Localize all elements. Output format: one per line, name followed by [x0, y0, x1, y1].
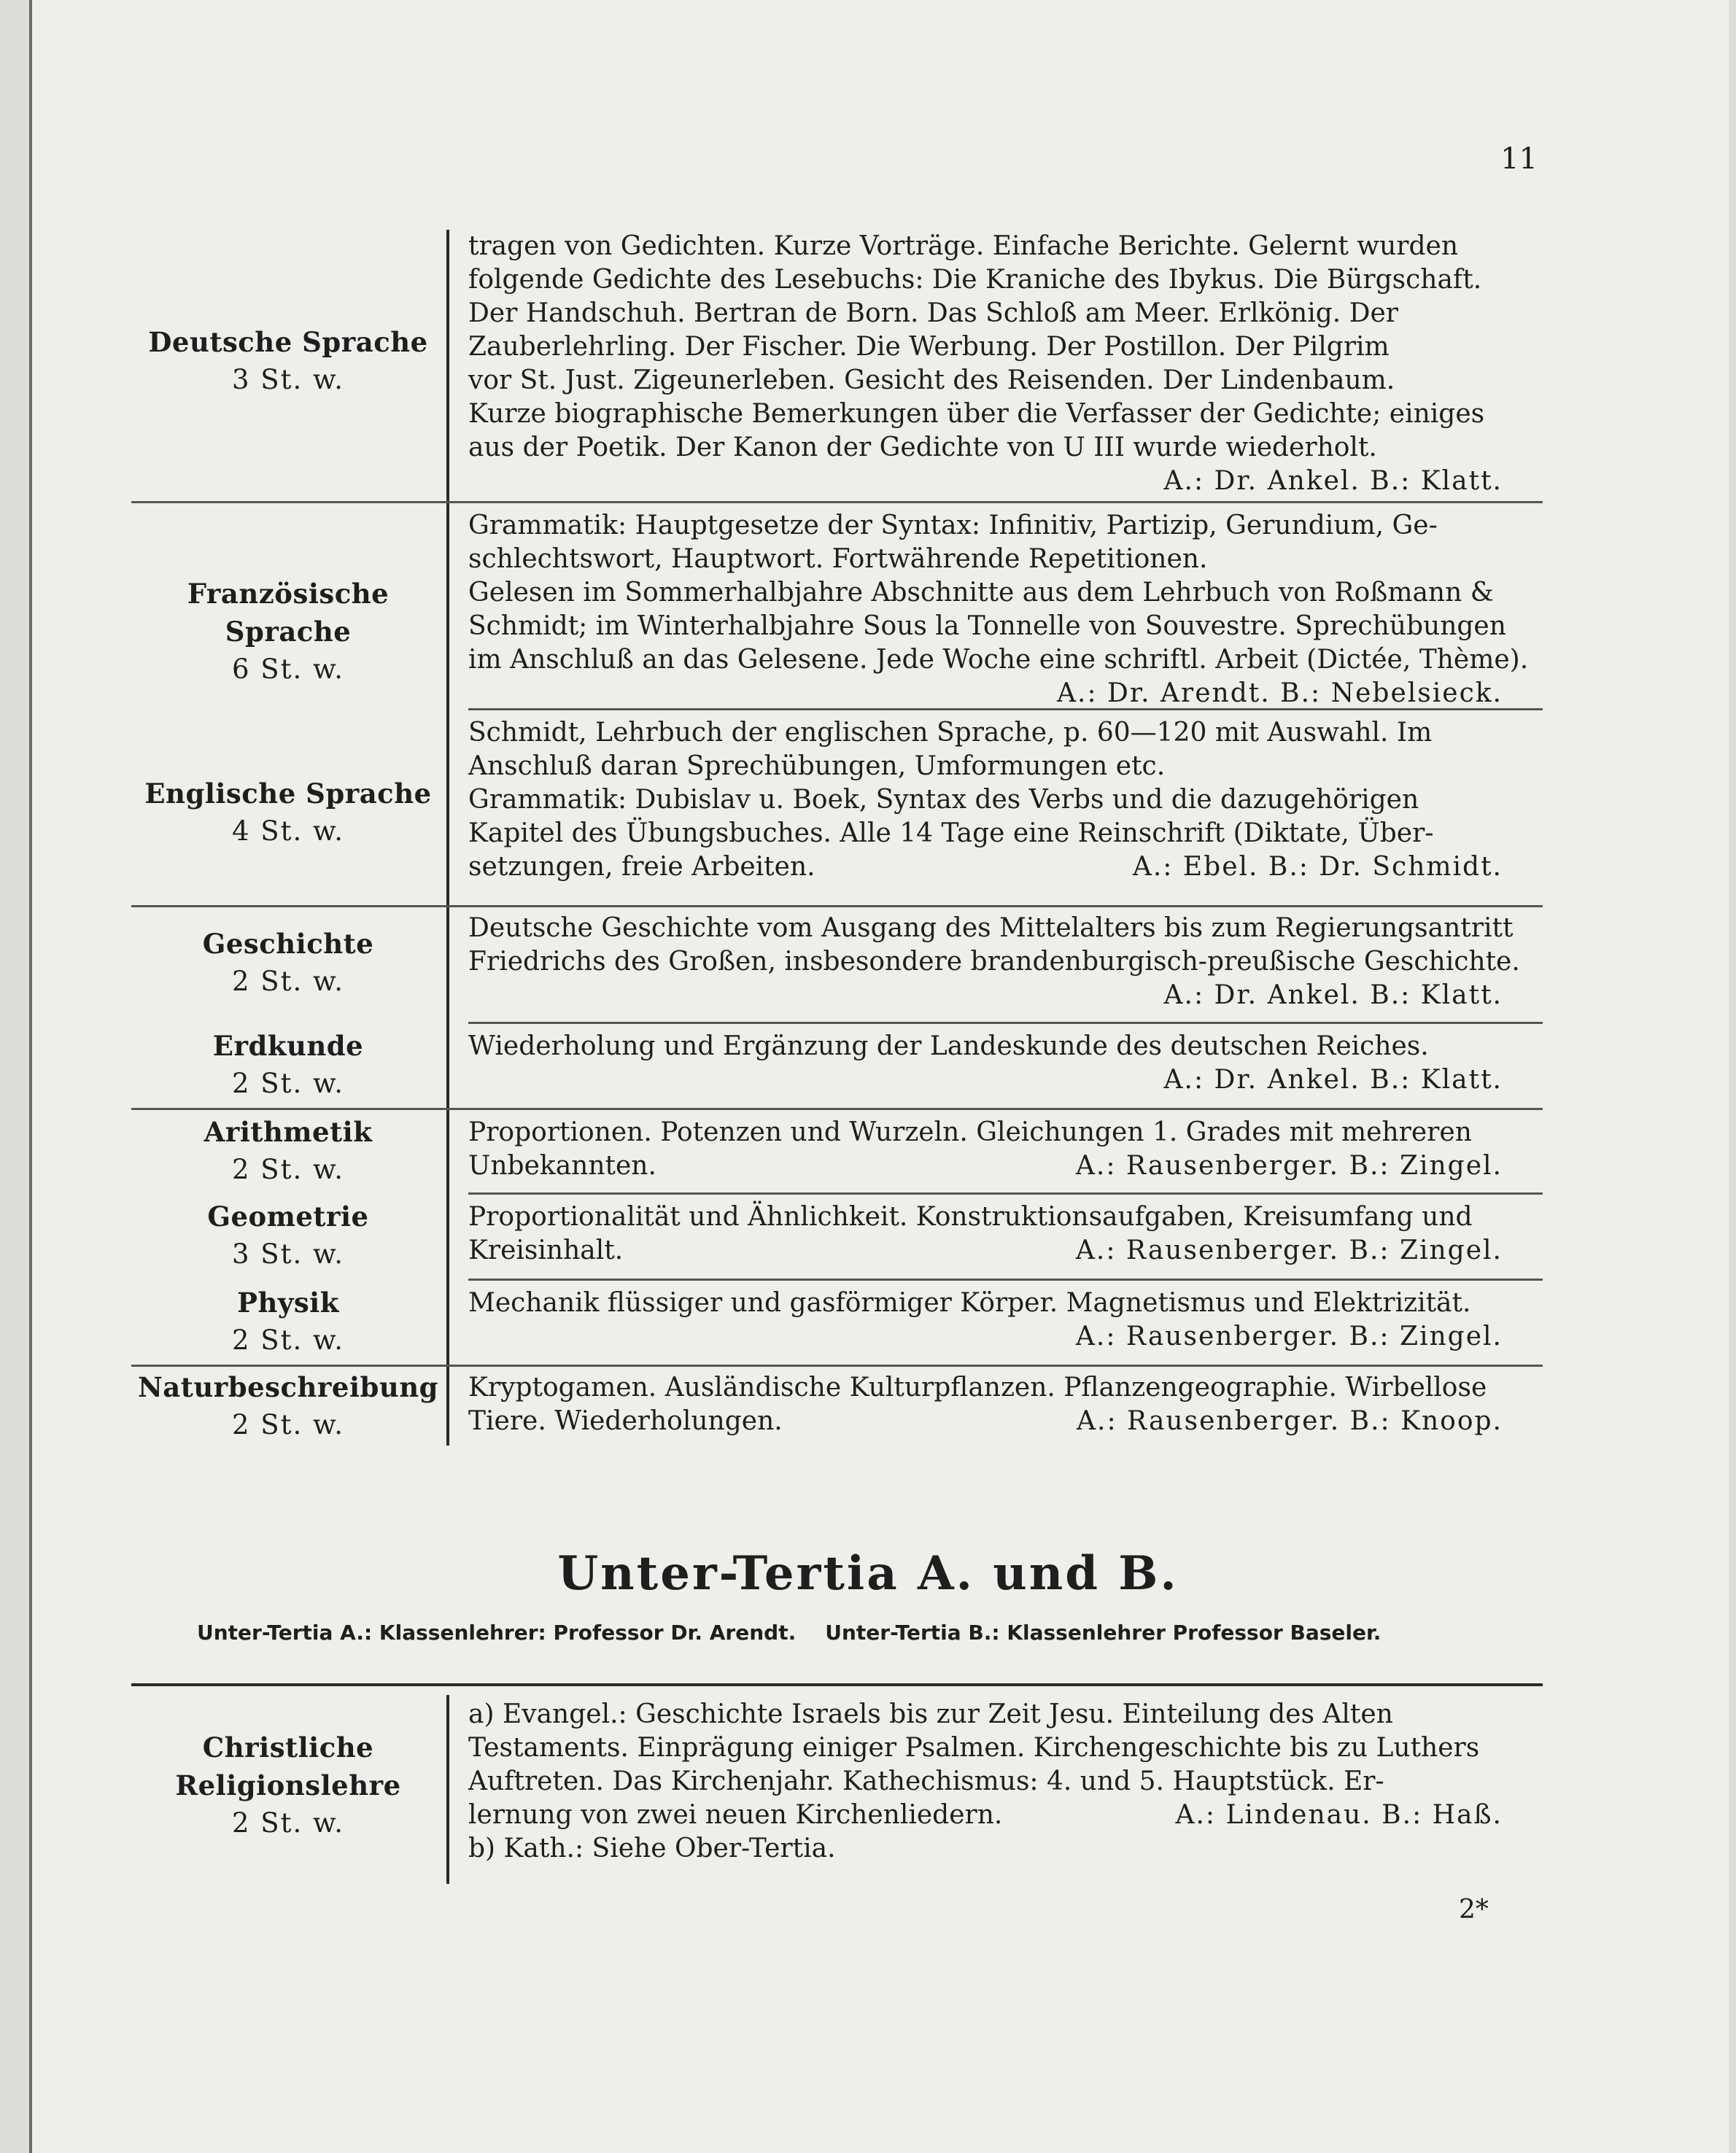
column-divider	[446, 1281, 449, 1367]
content-line: Kreisinhalt.	[468, 1235, 624, 1265]
column-divider	[446, 710, 449, 907]
subject-content	[468, 1030, 1543, 1097]
subject-name: Naturbeschreibung	[137, 1371, 439, 1403]
religion-table	[131, 1691, 1543, 1884]
teachers: A.: Dr. Arendt. B.: Nebelsieck.	[1057, 678, 1503, 708]
teachers: A.: Ebel. B.: Dr. Schmidt.	[1132, 852, 1503, 882]
subject-hours: 2 St. w.	[231, 1324, 345, 1356]
teachers: A.: Rausenberger. B.: Knoop.	[1077, 1406, 1503, 1436]
teachers: A.: Dr. Ankel. B.: Klatt.	[1163, 466, 1503, 496]
teachers: A.: Dr. Ankel. B.: Klatt.	[1163, 980, 1503, 1010]
subject-hours: 3 St. w.	[231, 364, 345, 395]
subject-name: Deutsche Sprache	[148, 326, 428, 358]
subject-cell	[131, 1729, 445, 1842]
class-a-teacher: Unter-Tertia A.: Klassenlehrer: Professor Dr. Arendt.	[197, 1621, 797, 1645]
subject-name: Christliche	[202, 1731, 374, 1764]
subject-name: Physik	[237, 1287, 339, 1319]
content-line: Kapitel des Übungsbuches. Alle 14 Tage eine Reinschrift (Diktate, Über-	[468, 818, 1434, 848]
content-line: Schmidt, Lehrbuch der englischen Sprache, p. 60—120 mit Auswahl. Im	[468, 718, 1433, 748]
page-number: 11	[1500, 142, 1538, 176]
content-line: folgende Gedichte des Lesebuchs: Die Kraniche des Ibykus. Die Bürgschaft.	[468, 265, 1482, 295]
content-line: Mechanik flüssiger und gasförmiger Körper. Magnetismus und Elektrizität.	[468, 1288, 1471, 1318]
subject-hours: 2 St. w.	[231, 1807, 345, 1839]
curriculum-table	[131, 230, 1543, 1446]
column-divider	[446, 1024, 449, 1110]
section-heading: Unter-Tertia A. und B.	[557, 1546, 1179, 1601]
class-teachers-line	[197, 1621, 1583, 1645]
subject-content	[468, 509, 1543, 710]
content-line: Der Handschuh. Bertran de Born. Das Schloß am Meer. Erlkönig. Der	[468, 298, 1399, 328]
teachers: A.: Rausenberger. B.: Zingel.	[1075, 1235, 1503, 1265]
section-rule	[131, 1683, 1543, 1686]
row-erdkunde	[131, 1024, 1543, 1110]
row-englische-sprache	[131, 710, 1543, 907]
subject-hours: 3 St. w.	[231, 1238, 345, 1270]
content-line: a) Evangel.: Geschichte Israels bis zur Zeit Jesu. Einteilung des Alten	[468, 1699, 1393, 1729]
content-line: lernung von zwei neuen Kirchenliedern.	[468, 1800, 1003, 1830]
teachers: A.: Dr. Ankel. B.: Klatt.	[1163, 1065, 1503, 1095]
subject-content	[468, 230, 1543, 498]
row-religionslehre	[131, 1691, 1543, 1884]
subject-cell	[131, 1284, 445, 1359]
content-line: Tiere. Wiederholungen.	[468, 1406, 783, 1436]
subject-content	[468, 1698, 1543, 1866]
content-line: Grammatik: Dubislav u. Boek, Syntax des Verbs und die dazugehörigen	[468, 785, 1419, 815]
subject-name: Religionslehre	[175, 1769, 401, 1801]
column-divider	[446, 907, 449, 1024]
signature-mark: 2*	[1459, 1895, 1489, 1925]
content-line-with-teachers	[468, 1405, 1543, 1438]
subject-cell	[131, 775, 445, 850]
subject-hours: 2 St. w.	[231, 1154, 345, 1185]
content-line: setzungen, freie Arbeiten.	[468, 852, 815, 882]
column-divider	[446, 230, 449, 503]
column-divider	[446, 1367, 449, 1446]
row-physik	[131, 1281, 1543, 1367]
content-line: Wiederholung und Ergänzung der Landeskunde des deutschen Reiches.	[468, 1031, 1429, 1061]
subject-content	[468, 716, 1543, 884]
subject-hours: 4 St. w.	[231, 815, 345, 847]
class-b-teacher: Unter-Tertia B.: Klassenlehrer Professor Baseler.	[825, 1621, 1382, 1645]
content-line-with-teachers	[468, 850, 1543, 884]
row-geschichte	[131, 907, 1543, 1024]
subject-name: Geometrie	[207, 1200, 369, 1233]
content-line: Anschluß daran Sprechübungen, Umformungen etc.	[468, 751, 1166, 781]
subject-content	[468, 1116, 1543, 1183]
content-line: Kurze biographische Bemerkungen über die Verfasser der Gedichte; einiges	[468, 399, 1485, 429]
content-line: schlechtswort, Hauptwort. Fortwährende Repetitionen.	[468, 544, 1208, 574]
subject-name: Arithmetik	[204, 1116, 373, 1148]
column-divider	[446, 1695, 449, 1884]
subject-hours: 6 St. w.	[231, 653, 345, 685]
content-line: Auftreten. Das Kirchenjahr. Kathechismus: 4. und 5. Hauptstück. Er-	[468, 1766, 1384, 1796]
column-divider	[446, 1110, 449, 1195]
subject-cell	[131, 925, 445, 1001]
content-line-with-teachers	[468, 1149, 1543, 1183]
subject-content	[468, 1200, 1543, 1268]
content-line: Zauberlehrling. Der Fischer. Die Werbung. Der Postillon. Der Pilgrim	[468, 332, 1390, 362]
row-naturbeschreibung	[131, 1367, 1543, 1446]
column-divider	[446, 1195, 449, 1281]
content-line-with-teachers	[468, 1799, 1543, 1832]
content-line: Unbekannten.	[468, 1151, 656, 1181]
content-line: Friedrichs des Großen, insbesondere brandenburgisch-preußische Geschichte.	[468, 947, 1520, 977]
row-geometrie	[131, 1195, 1543, 1281]
subject-cell	[131, 575, 445, 688]
subject-cell	[131, 1113, 445, 1189]
content-line: tragen von Gedichten. Kurze Vorträge. Einfache Berichte. Gelernt wurden	[468, 231, 1459, 261]
subject-cell	[131, 1198, 445, 1273]
subject-content	[468, 912, 1543, 1012]
column-divider	[446, 503, 449, 710]
subject-hours: 2 St. w.	[231, 1409, 345, 1440]
content-line: b) Kath.: Siehe Ober-Tertia.	[468, 1834, 836, 1863]
teachers: A.: Rausenberger. B.: Zingel.	[1075, 1322, 1503, 1351]
content-line: Testaments. Einprägung einiger Psalmen. Kirchengeschichte bis zu Luthers	[468, 1733, 1480, 1763]
row-deutsche-sprache	[131, 230, 1543, 503]
row-arithmetik	[131, 1110, 1543, 1195]
subject-name: Geschichte	[202, 928, 374, 960]
content-line: Gelesen im Sommerhalbjahre Abschnitte aus dem Lehrbuch von Roßmann &	[468, 578, 1494, 608]
content-line-with-teachers	[468, 1234, 1543, 1268]
content-line: Proportionalität und Ähnlichkeit. Konstruktionsaufgaben, Kreisumfang und	[468, 1202, 1473, 1232]
content-line: Proportionen. Potenzen und Wurzeln. Gleichungen 1. Grades mit mehreren	[468, 1117, 1472, 1147]
page-edge	[29, 0, 32, 2153]
teachers: A.: Lindenau. B.: Haß.	[1175, 1800, 1503, 1830]
content-line: Schmidt; im Winterhalbjahre Sous la Tonnelle von Souvestre. Sprechübungen	[468, 611, 1506, 641]
content-line: Deutsche Geschichte vom Ausgang des Mittelalters bis zum Regierungsantritt	[468, 913, 1514, 943]
subject-cell	[131, 1368, 445, 1444]
subject-cell	[131, 1027, 445, 1103]
content-line: Kryptogamen. Ausländische Kulturpflanzen. Pflanzengeographie. Wirbellose	[468, 1373, 1487, 1403]
content-line: aus der Poetik. Der Kanon der Gedichte von U III wurde wiederholt.	[468, 432, 1377, 462]
subject-hours: 2 St. w.	[231, 1068, 345, 1099]
teachers: A.: Rausenberger. B.: Zingel.	[1075, 1151, 1503, 1181]
subject-name: Erdkunde	[212, 1030, 364, 1062]
content-line: Grammatik: Hauptgesetze der Syntax: Infinitiv, Partizip, Gerundium, Ge-	[468, 511, 1438, 540]
subject-content	[468, 1287, 1543, 1354]
content-line: im Anschluß an das Gelesene. Jede Woche eine schriftl. Arbeit (Dictée, Thème).	[468, 645, 1529, 675]
subject-cell	[131, 323, 445, 399]
content-line: vor St. Just. Zigeunerleben. Gesicht des Reisenden. Der Lindenbaum.	[468, 365, 1395, 395]
subject-content	[468, 1371, 1543, 1438]
subject-name: Englische Sprache	[144, 777, 432, 810]
subject-hours: 2 St. w.	[231, 966, 345, 997]
row-franzoesische-sprache	[131, 503, 1543, 710]
subject-name: Französische Sprache	[187, 578, 390, 648]
